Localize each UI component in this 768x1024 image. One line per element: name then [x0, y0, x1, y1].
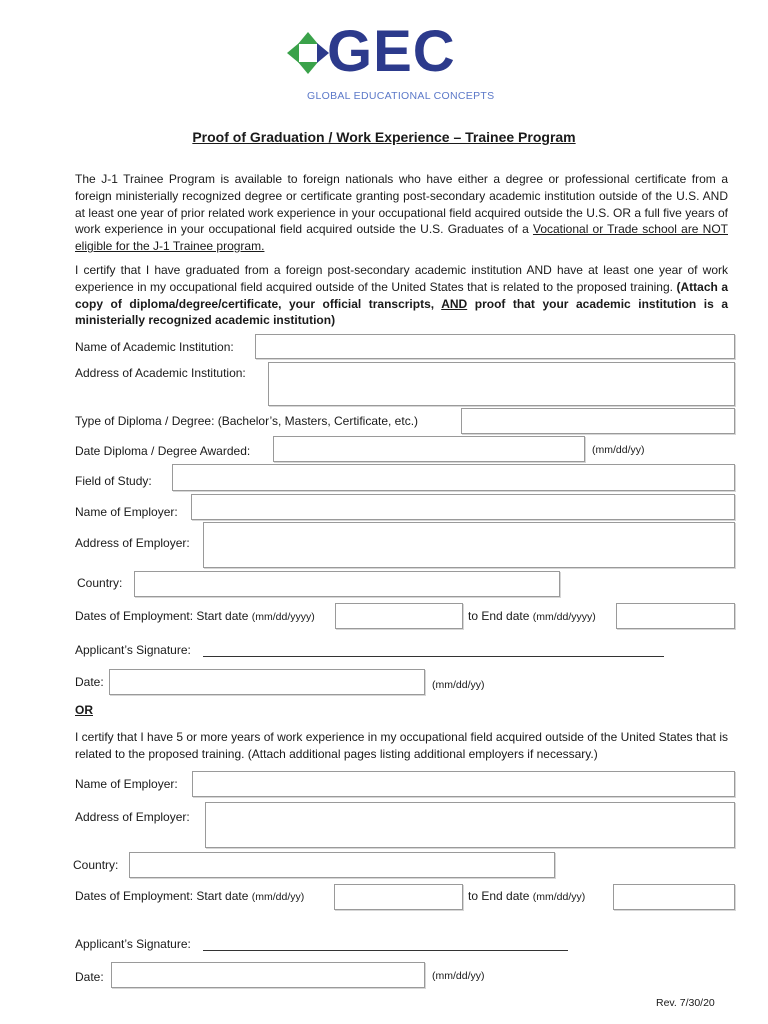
academic-institution-input[interactable] [255, 334, 735, 359]
label-end-date-2 [468, 888, 585, 905]
country-input[interactable] [134, 571, 560, 597]
employer-address-input-2[interactable] [205, 802, 735, 848]
label-dates-employment-2 [75, 888, 304, 905]
gec-logo [285, 19, 495, 106]
dates-employment-text-2: Dates of Employment: Start date [75, 889, 249, 903]
signature-line-2[interactable] [203, 950, 568, 951]
end-date-text-2: to End date [468, 889, 530, 903]
date-input[interactable] [109, 669, 425, 695]
logo-subtitle: GLOBAL EDUCATIONAL CONCEPTS [307, 90, 495, 102]
date-format-hint: (mm/dd/yy) [432, 679, 485, 691]
label-degree-type: Type of Diploma / Degree: (Bachelor’s, Masters, Certificate, etc.) [75, 414, 419, 428]
date-awarded-format-hint: (mm/dd/yy) [592, 444, 645, 456]
intro-text: The J-1 Trainee Program is available to foreign nationals who have either a degree or professional certificate from a foreign ministerially recognized degree or certificate granting post-secondary academic institution outside of the U.S. AND at least one year of prior related work experience in your occupational field acquired outside the U.S. OR a full five years of work experience in your occupational field acquired outside the U.S. Graduates of a [75, 172, 728, 237]
intro-paragraph [75, 171, 728, 255]
date-awarded-input[interactable] [273, 436, 585, 462]
logo-wordmark: GEC [327, 19, 456, 84]
or-separator: OR [75, 703, 93, 717]
end-date-input[interactable] [616, 603, 735, 629]
certification-experience-paragraph: I certify that I have 5 or more years of work experience in my occupational field acquired outside of the United States that is related to the proposed training. (Attach additional pages listing additional employers if necessary.) [75, 730, 729, 761]
end-date-input-2[interactable] [613, 884, 735, 910]
start-date-input-2[interactable] [334, 884, 463, 910]
label-country: Country: [77, 576, 123, 590]
label-field-of-study: Field of Study: [75, 474, 152, 488]
label-academic-institution: Name of Academic Institution: [75, 340, 234, 354]
label-date: Date: [75, 675, 104, 689]
label-institution-address: Address of Academic Institution: [75, 366, 246, 380]
start-date-input[interactable] [335, 603, 463, 629]
institution-address-input[interactable] [268, 362, 735, 406]
revision-note: Rev. 7/30/20 [656, 997, 715, 1009]
label-date-2: Date: [75, 970, 104, 984]
label-dates-employment [75, 608, 315, 625]
certification-degree-paragraph [75, 262, 728, 329]
label-end-date [468, 608, 596, 625]
field-of-study-input[interactable] [172, 464, 735, 491]
label-country-2: Country: [73, 858, 119, 872]
cert1-attach-b: proof that your academic institution is a ministerially recognized academic institution) [75, 296, 728, 328]
label-date-awarded: Date Diploma / Degree Awarded: [75, 444, 251, 458]
country-input-2[interactable] [129, 852, 555, 878]
label-employer-address: Address of Employer: [75, 536, 190, 550]
end-date-hint: (mm/dd/yyyy) [532, 611, 596, 623]
signature-line[interactable] [203, 656, 664, 657]
start-date-hint-2: (mm/dd/yy) [251, 891, 305, 903]
label-employer-name: Name of Employer: [75, 505, 178, 519]
employer-address-input[interactable] [203, 522, 735, 568]
employer-name-input[interactable] [191, 494, 735, 520]
degree-type-input[interactable] [461, 408, 735, 434]
intro-eligibility-note: Vocational or Trade school are NOT eligible for the J-1 Trainee program. [75, 222, 728, 254]
cert1-text: I certify that I have graduated from a foreign post-secondary academic institution AND have at least one year of work experience in my occupational field acquired outside of the United States that is related to the proposed training. [75, 263, 728, 294]
label-signature-2: Applicant’s Signature: [75, 937, 191, 951]
label-employer-address-2: Address of Employer: [75, 810, 190, 824]
date-format-hint-2: (mm/dd/yy) [432, 970, 485, 982]
start-date-hint: (mm/dd/yyyy) [251, 611, 315, 623]
label-employer-name-2: Name of Employer: [75, 777, 178, 791]
dates-employment-text: Dates of Employment: Start date [75, 609, 249, 623]
cert1-attach-a: (Attach a copy of diploma/degree/certificate, your official transcripts, [75, 279, 728, 311]
diamond-arrows-icon [285, 30, 331, 76]
date-input-2[interactable] [111, 962, 425, 988]
form-title: Proof of Graduation / Work Experience – Trainee Program [192, 129, 576, 145]
employer-name-input-2[interactable] [192, 771, 735, 797]
label-signature: Applicant’s Signature: [75, 643, 191, 657]
cert1-attach-and: AND [441, 296, 468, 311]
end-date-hint-2: (mm/dd/yy) [532, 891, 586, 903]
end-date-text: to End date [468, 609, 530, 623]
